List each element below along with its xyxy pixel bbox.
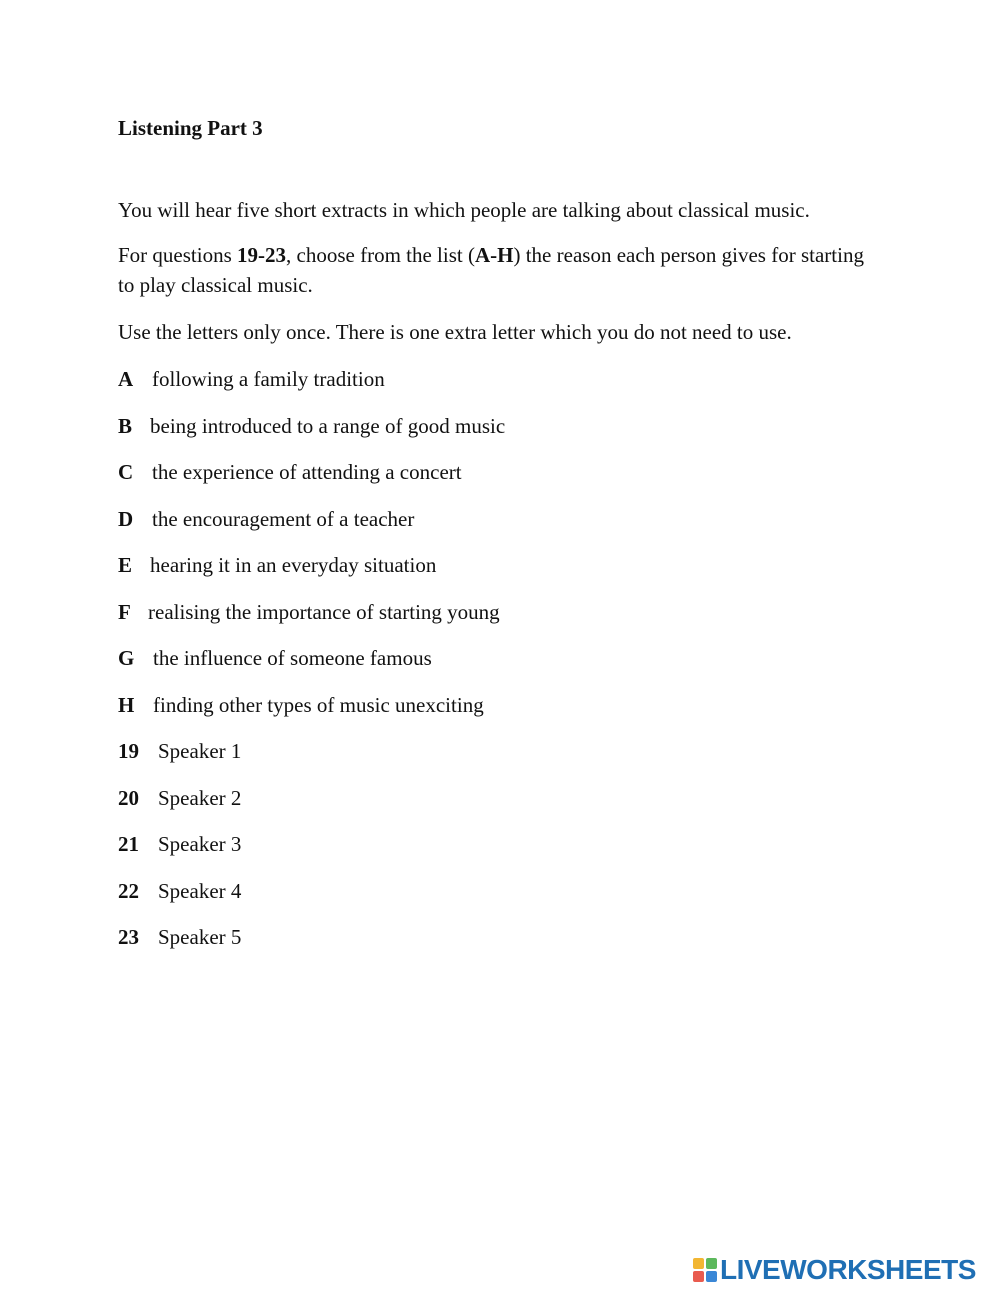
option-item [118,643,432,673]
liveworksheets-logo [693,1256,976,1284]
question-row [118,876,241,906]
option-item [118,597,500,627]
question-number: 21 [118,832,139,856]
option-letter: A [118,367,134,391]
question-label: Speaker 4 [158,879,242,903]
question-number: 22 [118,879,139,903]
option-item [118,504,414,534]
option-item [118,411,505,441]
option-letter: D [118,507,134,531]
question-label: Speaker 2 [158,786,242,810]
question-row [118,783,241,813]
option-text: hearing it in an everyday situation [150,553,437,577]
option-text: finding other types of music unexciting [153,693,484,717]
intro-text: You will hear five short extracts in which people are talking about classical music. [118,198,810,222]
option-text: following a family tradition [152,367,385,391]
option-item [118,690,484,720]
option-letter: G [118,646,135,670]
instruction-prefix: For questions [118,243,238,267]
option-letter: F [118,600,131,624]
question-number: 23 [118,925,139,949]
question-number: 19 [118,739,139,763]
page-title: Listening Part 3 [118,116,263,140]
question-label: Speaker 1 [158,739,242,763]
note-text: Use the letters only once. There is one extra letter which you do not need to use. [118,320,792,344]
instruction-suffix: ) the reason each person gives for starting to play classical music. [118,243,864,297]
option-text: the influence of someone famous [153,646,432,670]
logo-text: LIVEWORKSHEETS [720,1254,976,1285]
option-item [118,364,385,394]
option-letter: H [118,693,135,717]
question-label: Speaker 5 [158,925,242,949]
option-letter: E [118,553,133,577]
letters-range: A-H [474,243,514,267]
option-text: being introduced to a range of good music [150,414,506,438]
question-row [118,829,241,859]
question-number: 20 [118,786,139,810]
liveworksheets-logo-icon [693,1258,717,1282]
questions-range: 19-23 [237,243,287,267]
question-row [118,922,241,952]
option-text: the experience of attending a concert [152,460,462,484]
option-letter: C [118,460,134,484]
option-text: realising the importance of starting young [148,600,500,624]
question-label: Speaker 3 [158,832,242,856]
option-item [118,550,436,580]
instruction-text [118,240,878,300]
instruction-middle: , choose from the list ( [286,243,475,267]
option-text: the encouragement of a teacher [152,507,415,531]
option-letter: B [118,414,133,438]
question-row [118,736,241,766]
option-item [118,457,462,487]
